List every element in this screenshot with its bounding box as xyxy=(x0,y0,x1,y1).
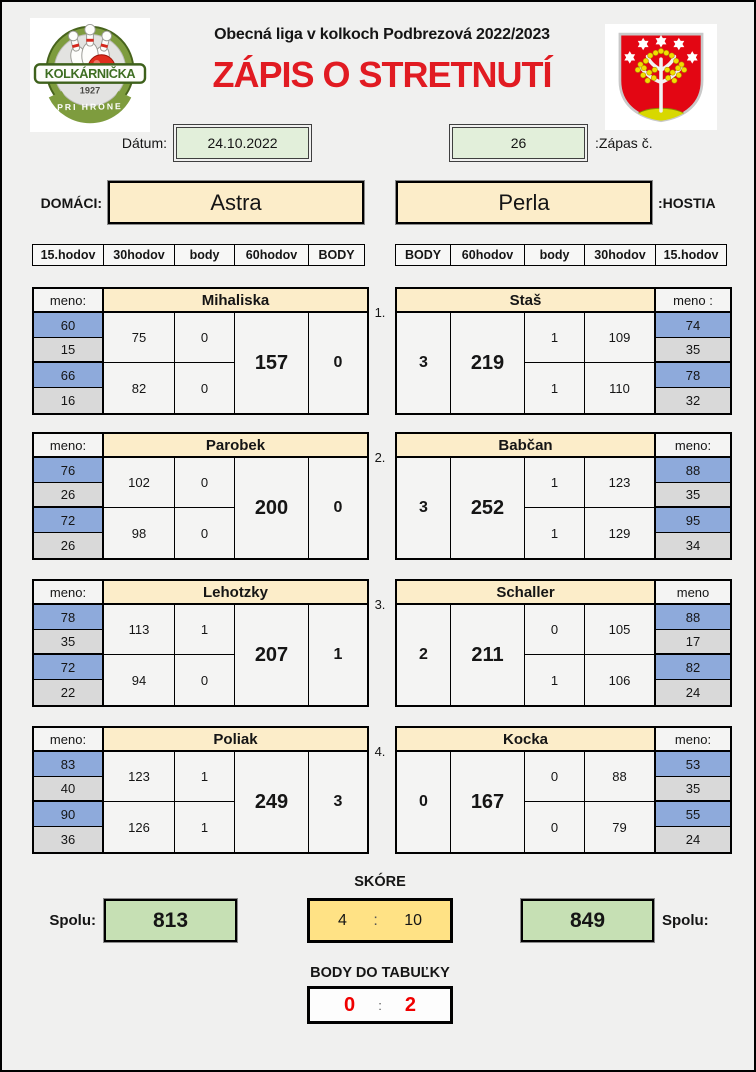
home-spolu-label: Spolu: xyxy=(49,912,96,929)
away-spolu-label: Spolu: xyxy=(662,912,709,929)
home-player-name[interactable]: Parobek xyxy=(104,434,367,458)
total-cell[interactable]: 211 xyxy=(451,605,525,705)
points-cell[interactable]: 0 xyxy=(397,752,451,852)
throw-cell[interactable]: 88 xyxy=(656,605,730,630)
throw-cell[interactable]: 35 xyxy=(34,630,104,655)
meno-label: meno : xyxy=(656,289,730,313)
away-player-name[interactable]: Kocka xyxy=(397,728,656,752)
throw-cell[interactable]: 34 xyxy=(656,533,730,558)
total-cell[interactable]: 219 xyxy=(451,313,525,413)
throw-cell[interactable]: 35 xyxy=(656,483,730,508)
meno-label: meno: xyxy=(34,434,104,458)
home-player-block-1 xyxy=(32,287,369,415)
table-points-title: BODY DO TABUĽKY xyxy=(310,965,450,981)
half-total-cell[interactable]: 129 xyxy=(585,508,656,558)
half-points-cell[interactable]: 0 xyxy=(175,313,235,363)
meno-label: meno: xyxy=(34,728,104,752)
col-BODY: BODY xyxy=(395,244,451,266)
points-cell[interactable]: 3 xyxy=(397,458,451,558)
half-points-cell[interactable]: 0 xyxy=(525,802,585,852)
throw-cell[interactable]: 26 xyxy=(34,533,104,558)
half-points-cell[interactable]: 1 xyxy=(175,802,235,852)
club-year-text: 1927 xyxy=(79,85,101,96)
col-30hodov: 30hodov xyxy=(103,244,175,266)
half-total-cell[interactable]: 106 xyxy=(585,655,656,705)
home-player-block-2 xyxy=(32,432,369,560)
half-points-cell[interactable]: 1 xyxy=(175,605,235,655)
throw-cell[interactable]: 16 xyxy=(34,388,104,413)
total-cell[interactable]: 167 xyxy=(451,752,525,852)
meno-label: meno xyxy=(656,581,730,605)
throw-cell[interactable]: 35 xyxy=(656,338,730,363)
table-points-separator: : xyxy=(378,997,382,1013)
away-player-name[interactable]: Babčan xyxy=(397,434,656,458)
throw-cell[interactable]: 72 xyxy=(34,655,104,680)
half-points-cell[interactable]: 1 xyxy=(525,363,585,413)
home-total-box[interactable]: 813 xyxy=(104,899,237,942)
home-player-name[interactable]: Poliak xyxy=(104,728,367,752)
half-total-cell[interactable]: 94 xyxy=(104,655,175,705)
total-cell[interactable]: 252 xyxy=(451,458,525,558)
date-field[interactable]: 24.10.2022 xyxy=(176,127,309,159)
throw-cell[interactable]: 83 xyxy=(34,752,104,777)
throw-cell[interactable]: 26 xyxy=(34,483,104,508)
half-total-cell[interactable]: 113 xyxy=(104,605,175,655)
half-total-cell[interactable]: 75 xyxy=(104,313,175,363)
col-BODY: BODY xyxy=(308,244,365,266)
throw-cell[interactable]: 78 xyxy=(656,363,730,388)
throw-cell[interactable]: 55 xyxy=(656,802,730,827)
away-player-block-3 xyxy=(395,579,732,707)
half-total-cell[interactable]: 102 xyxy=(104,458,175,508)
score-box[interactable] xyxy=(307,898,453,943)
away-total-box[interactable]: 849 xyxy=(521,899,654,942)
half-total-cell[interactable]: 105 xyxy=(585,605,656,655)
half-total-cell[interactable]: 110 xyxy=(585,363,656,413)
half-total-cell[interactable]: 82 xyxy=(104,363,175,413)
points-cell[interactable]: 1 xyxy=(309,605,367,705)
home-player-block-4 xyxy=(32,726,369,854)
col-15hodov: 15.hodov xyxy=(655,244,727,266)
round-number: 4. xyxy=(374,744,386,759)
table-points-box[interactable] xyxy=(307,986,453,1024)
home-player-name[interactable]: Lehotzky xyxy=(104,581,367,605)
score-separator: : xyxy=(373,911,378,929)
half-points-cell[interactable]: 0 xyxy=(175,508,235,558)
home-team-label: DOMÁCI: xyxy=(40,195,102,211)
away-player-block-4 xyxy=(395,726,732,854)
half-points-cell[interactable]: 1 xyxy=(525,508,585,558)
half-total-cell[interactable]: 123 xyxy=(585,458,656,508)
total-cell[interactable]: 200 xyxy=(235,458,309,558)
half-points-cell[interactable]: 0 xyxy=(175,458,235,508)
round-number: 2. xyxy=(374,450,386,465)
away-team-name[interactable]: Perla xyxy=(396,181,652,224)
throw-cell[interactable]: 95 xyxy=(656,508,730,533)
table-points-home: 0 xyxy=(344,993,356,1016)
col-15hodov: 15.hodov xyxy=(32,244,104,266)
home-team-name[interactable]: Astra xyxy=(108,181,364,224)
score-title: SKÓRE xyxy=(354,874,406,890)
sheet-title: ZÁPIS O STRETNUTÍ xyxy=(212,54,552,95)
half-points-cell[interactable]: 0 xyxy=(175,655,235,705)
points-cell[interactable]: 3 xyxy=(309,752,367,852)
half-points-cell[interactable]: 0 xyxy=(525,605,585,655)
club-sub-text: PRI HRONE xyxy=(57,101,123,113)
half-points-cell[interactable]: 0 xyxy=(175,363,235,413)
throw-cell[interactable]: 60 xyxy=(34,313,104,338)
throw-cell[interactable]: 36 xyxy=(34,827,104,852)
table-points-away: 2 xyxy=(404,993,416,1016)
match-number-field[interactable]: 26 xyxy=(452,127,585,159)
date-label: Dátum: xyxy=(121,135,167,151)
away-player-name[interactable]: Staš xyxy=(397,289,656,313)
total-cell[interactable]: 249 xyxy=(235,752,309,852)
meno-label: meno: xyxy=(34,289,104,313)
points-cell[interactable]: 0 xyxy=(309,313,367,413)
points-cell[interactable]: 2 xyxy=(397,605,451,705)
throw-cell[interactable]: 88 xyxy=(656,458,730,483)
round-number: 1. xyxy=(374,305,386,320)
col-30hodov: 30hodov xyxy=(584,244,656,266)
throw-cell[interactable]: 15 xyxy=(34,338,104,363)
total-cell[interactable]: 157 xyxy=(235,313,309,413)
half-total-cell[interactable]: 79 xyxy=(585,802,656,852)
home-player-block-3 xyxy=(32,579,369,707)
club-name-text: KOLKÁRNIČKA xyxy=(44,65,136,81)
throw-cell[interactable]: 53 xyxy=(656,752,730,777)
points-cell[interactable]: 0 xyxy=(309,458,367,558)
away-columns-header xyxy=(395,244,728,266)
throw-cell[interactable]: 24 xyxy=(656,680,730,705)
half-points-cell[interactable]: 1 xyxy=(525,313,585,363)
col-60hodov: 60hodov xyxy=(234,244,309,266)
total-cell[interactable]: 207 xyxy=(235,605,309,705)
half-points-cell[interactable]: 0 xyxy=(525,752,585,802)
throw-cell[interactable]: 40 xyxy=(34,777,104,802)
col-body: body xyxy=(524,244,585,266)
half-points-cell[interactable]: 1 xyxy=(525,655,585,705)
score-home: 4 xyxy=(338,911,347,929)
match-number-label: :Zápas č. xyxy=(595,135,653,151)
half-total-cell[interactable]: 88 xyxy=(585,752,656,802)
meno-label: meno: xyxy=(656,434,730,458)
throw-cell[interactable]: 66 xyxy=(34,363,104,388)
throw-cell[interactable]: 17 xyxy=(656,630,730,655)
throw-cell[interactable]: 72 xyxy=(34,508,104,533)
meno-label: meno: xyxy=(34,581,104,605)
col-body: body xyxy=(174,244,235,266)
throw-cell[interactable]: 35 xyxy=(656,777,730,802)
throw-cell[interactable]: 76 xyxy=(34,458,104,483)
away-player-name[interactable]: Schaller xyxy=(397,581,656,605)
half-total-cell[interactable]: 126 xyxy=(104,802,175,852)
col-60hodov: 60hodov xyxy=(450,244,525,266)
half-total-cell[interactable]: 123 xyxy=(104,752,175,802)
score-away: 10 xyxy=(404,911,422,929)
home-columns-header xyxy=(32,244,365,266)
throw-cell[interactable]: 82 xyxy=(656,655,730,680)
away-player-block-2 xyxy=(395,432,732,560)
throw-cell[interactable]: 90 xyxy=(34,802,104,827)
throw-cell[interactable]: 22 xyxy=(34,680,104,705)
half-points-cell[interactable]: 1 xyxy=(175,752,235,802)
throw-cell[interactable]: 24 xyxy=(656,827,730,852)
away-team-label: :HOSTIA xyxy=(658,195,716,211)
points-cell[interactable]: 3 xyxy=(397,313,451,413)
half-points-cell[interactable]: 1 xyxy=(525,458,585,508)
round-number: 3. xyxy=(374,597,386,612)
meno-label: meno: xyxy=(656,728,730,752)
home-player-name[interactable]: Mihaliska xyxy=(104,289,367,313)
away-player-block-1 xyxy=(395,287,732,415)
throw-cell[interactable]: 32 xyxy=(656,388,730,413)
league-title: Obecná liga v kolkoch Podbrezová 2022/2023 xyxy=(214,26,550,43)
half-total-cell[interactable]: 109 xyxy=(585,313,656,363)
throw-cell[interactable]: 74 xyxy=(656,313,730,338)
bowling-club-logo-icon xyxy=(32,20,148,130)
half-total-cell[interactable]: 98 xyxy=(104,508,175,558)
throw-cell[interactable]: 78 xyxy=(34,605,104,630)
